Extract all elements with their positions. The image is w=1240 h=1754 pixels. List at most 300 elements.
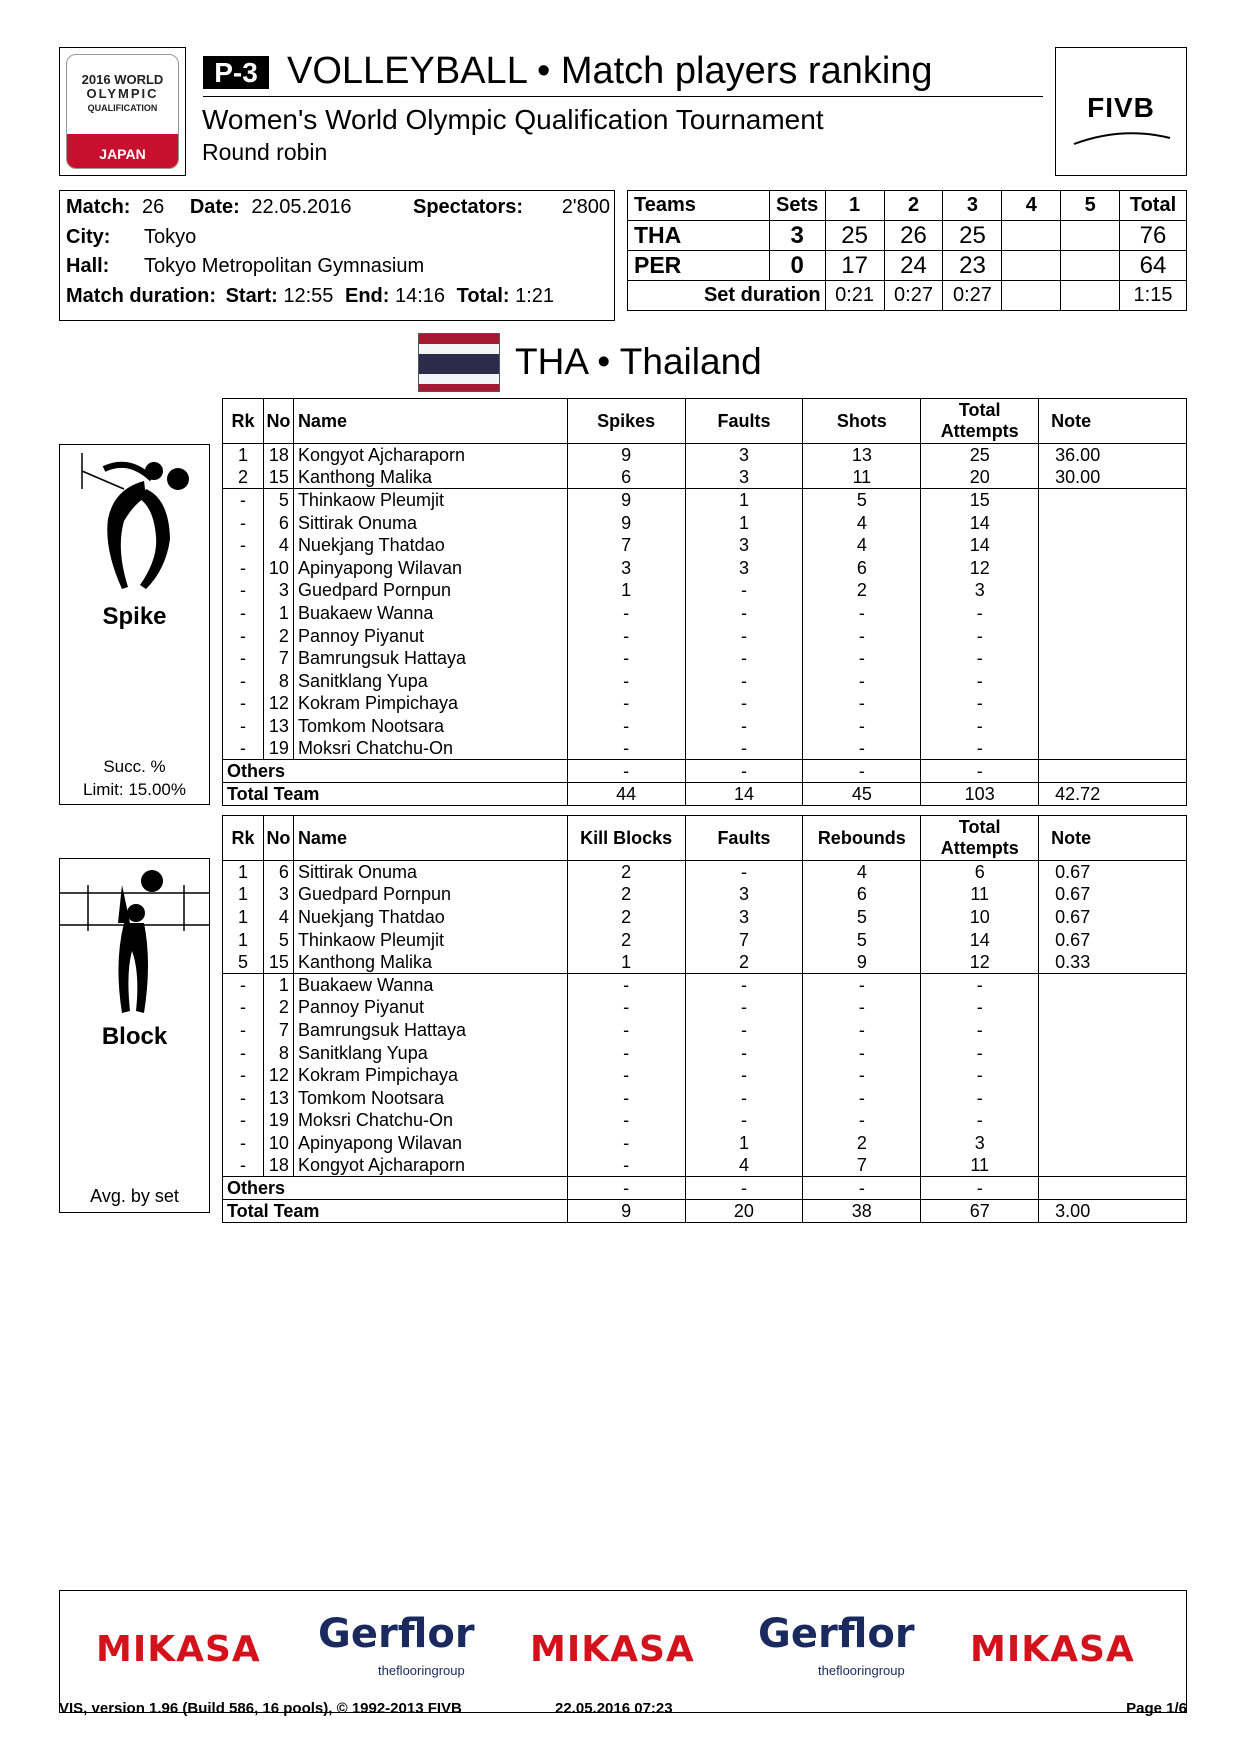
duration-label: Match duration: bbox=[66, 285, 216, 307]
block-cell-name: Moksri Chatchu-On bbox=[293, 1109, 567, 1132]
spike-cell-number: 12 bbox=[263, 692, 293, 715]
footer-printed: 22.05.2016 07:23 bbox=[555, 1700, 673, 1717]
spike-player-row bbox=[223, 669, 1187, 692]
spike-cell-stat-3: - bbox=[803, 692, 921, 715]
footer-version: VIS, version 1.96 (Build 586, 16 pools), © 1992-2013 FIVB bbox=[59, 1700, 462, 1717]
fivb-swoosh-icon bbox=[1072, 128, 1172, 148]
flag-stripe bbox=[419, 334, 499, 344]
block-cell-name: Sanitklang Yupa bbox=[293, 1041, 567, 1064]
spike-cell-total-attempts: 15 bbox=[921, 489, 1039, 512]
match-date: 22.05.2016 bbox=[251, 196, 352, 218]
block-cell-number: 15 bbox=[263, 951, 293, 974]
spike-header-name: Name bbox=[293, 399, 567, 444]
block-player-row bbox=[223, 928, 1187, 951]
block-player-row bbox=[223, 996, 1187, 1019]
spike-pictogram-icon bbox=[74, 449, 194, 599]
spike-cell-number: 7 bbox=[263, 647, 293, 670]
spike-cell-stat-2: 1 bbox=[685, 489, 803, 512]
block-cell-stat-2: - bbox=[685, 973, 803, 996]
block-cell-number: 2 bbox=[263, 996, 293, 1019]
spike-cell-total-attempts: - bbox=[921, 647, 1039, 670]
block-total-value: 3.00 bbox=[1039, 1199, 1187, 1222]
block-cell-note bbox=[1039, 1041, 1187, 1064]
block-cell-total-attempts: 6 bbox=[921, 861, 1039, 884]
block-cell-total-attempts: - bbox=[921, 1019, 1039, 1042]
spike-cell-number: 18 bbox=[263, 444, 293, 467]
block-cell-stat-2: 3 bbox=[685, 883, 803, 906]
block-cell-note bbox=[1039, 1019, 1187, 1042]
spike-header-spikes: Spikes bbox=[567, 399, 685, 444]
spike-cell-stat-3: 6 bbox=[803, 556, 921, 579]
block-others-value: - bbox=[567, 1177, 685, 1200]
block-cell-stat-2: 3 bbox=[685, 906, 803, 929]
block-others-value bbox=[1039, 1177, 1187, 1200]
block-cell-stat-1: 1 bbox=[567, 951, 685, 974]
spike-cell-note bbox=[1039, 489, 1187, 512]
spike-cell-note bbox=[1039, 556, 1187, 579]
spike-cell-stat-3: 4 bbox=[803, 511, 921, 534]
spike-cell-stat-1: - bbox=[567, 692, 685, 715]
spike-total-value: 42.72 bbox=[1039, 782, 1187, 805]
spike-cell-note bbox=[1039, 511, 1187, 534]
block-pictogram-icon bbox=[60, 863, 210, 1023]
spike-cell-rank: - bbox=[223, 647, 264, 670]
spike-player-row bbox=[223, 511, 1187, 534]
start-label: Start: bbox=[225, 285, 278, 307]
spike-cell-stat-2: - bbox=[685, 692, 803, 715]
spike-cell-stat-3: 11 bbox=[803, 466, 921, 489]
block-player-row bbox=[223, 883, 1187, 906]
block-cell-stat-3: - bbox=[803, 1086, 921, 1109]
block-total-value: 38 bbox=[803, 1199, 921, 1222]
score-header-set-1: 1 bbox=[825, 191, 884, 221]
match-number: 26 bbox=[142, 196, 165, 218]
spike-cell-name: Kanthong Malika bbox=[293, 466, 567, 489]
block-cell-stat-1: - bbox=[567, 973, 685, 996]
spike-cell-name: Thinkaow Pleumjit bbox=[293, 489, 567, 512]
spike-cell-rank: 1 bbox=[223, 444, 264, 467]
block-cell-name: Apinyapong Wilavan bbox=[293, 1132, 567, 1155]
block-header-rank: Rk bbox=[223, 816, 264, 861]
block-cell-note bbox=[1039, 973, 1187, 996]
block-cell-total-attempts: 11 bbox=[921, 1154, 1039, 1177]
spike-cell-note bbox=[1039, 624, 1187, 647]
spike-cell-rank: - bbox=[223, 715, 264, 738]
sponsor-mikasa-2: MIKASA bbox=[530, 1629, 695, 1670]
block-cell-stat-3: - bbox=[803, 1019, 921, 1042]
home-set-2: 26 bbox=[884, 221, 943, 251]
spike-cell-stat-2: - bbox=[685, 715, 803, 738]
block-cell-stat-2: - bbox=[685, 1019, 803, 1042]
spike-cell-total-attempts: - bbox=[921, 692, 1039, 715]
block-player-row bbox=[223, 906, 1187, 929]
city-label: City: bbox=[66, 226, 111, 248]
spike-total-value: 45 bbox=[803, 782, 921, 805]
spike-player-row bbox=[223, 737, 1187, 760]
spike-header-shots: Shots bbox=[803, 399, 921, 444]
block-cell-rank: - bbox=[223, 1041, 264, 1064]
spike-cell-number: 6 bbox=[263, 511, 293, 534]
spike-limit: Limit: 15.00% bbox=[83, 780, 186, 799]
spike-player-row bbox=[223, 715, 1187, 738]
spike-others-label: Others bbox=[223, 760, 568, 783]
spike-total-row bbox=[223, 782, 1187, 805]
block-cell-stat-3: 5 bbox=[803, 928, 921, 951]
home-team-code: THA bbox=[628, 221, 770, 251]
block-cell-note: 0.67 bbox=[1039, 883, 1187, 906]
spike-others-value: - bbox=[685, 760, 803, 783]
match-label: Match: bbox=[66, 196, 131, 218]
spike-cell-rank: 2 bbox=[223, 466, 264, 489]
tournament-name: Women's World Olympic Qualification Tournament bbox=[202, 104, 824, 135]
spike-cell-total-attempts: 25 bbox=[921, 444, 1039, 467]
spike-cell-stat-3: 2 bbox=[803, 579, 921, 602]
spike-player-row bbox=[223, 466, 1187, 489]
block-cell-name: Kanthong Malika bbox=[293, 951, 567, 974]
block-total-label: Total Team bbox=[223, 1199, 568, 1222]
spike-succ-label: Succ. % bbox=[103, 757, 166, 776]
spike-cell-number: 13 bbox=[263, 715, 293, 738]
block-cell-note bbox=[1039, 1154, 1187, 1177]
spike-cell-stat-3: - bbox=[803, 737, 921, 760]
spike-cell-stat-3: - bbox=[803, 669, 921, 692]
logo-line-2: OLYMPIC bbox=[86, 86, 159, 101]
block-cell-total-attempts: - bbox=[921, 1064, 1039, 1087]
hall-label: Hall: bbox=[66, 255, 110, 277]
score-row-home bbox=[628, 221, 1187, 251]
block-cell-number: 8 bbox=[263, 1041, 293, 1064]
spike-cell-rank: - bbox=[223, 602, 264, 625]
spike-side-panel bbox=[59, 444, 210, 805]
spike-cell-stat-1: 6 bbox=[567, 466, 685, 489]
spike-cell-stat-3: 4 bbox=[803, 534, 921, 557]
block-header-rebounds: Rebounds bbox=[803, 816, 921, 861]
spike-header-number: No bbox=[263, 399, 293, 444]
block-cell-number: 13 bbox=[263, 1086, 293, 1109]
spike-cell-stat-3: 5 bbox=[803, 489, 921, 512]
block-player-row bbox=[223, 1064, 1187, 1087]
spike-player-row bbox=[223, 579, 1187, 602]
sponsor-gerflor-2: Gerflor bbox=[758, 1611, 915, 1657]
spike-cell-note bbox=[1039, 534, 1187, 557]
block-cell-rank: - bbox=[223, 1109, 264, 1132]
block-cell-stat-3: 5 bbox=[803, 906, 921, 929]
end-time: 14:16 bbox=[394, 285, 446, 307]
spike-cell-stat-2: 1 bbox=[685, 511, 803, 534]
away-set-1: 17 bbox=[825, 251, 884, 281]
event-logo bbox=[59, 47, 186, 176]
block-cell-rank: - bbox=[223, 1064, 264, 1087]
spike-cell-rank: - bbox=[223, 556, 264, 579]
block-total-row bbox=[223, 1199, 1187, 1222]
spike-cell-name: Tomkom Nootsara bbox=[293, 715, 567, 738]
score-table bbox=[627, 190, 1187, 311]
spike-cell-stat-1: 9 bbox=[567, 511, 685, 534]
block-cell-note: 0.67 bbox=[1039, 906, 1187, 929]
spike-cell-name: Guedpard Pornpun bbox=[293, 579, 567, 602]
spike-cell-number: 10 bbox=[263, 556, 293, 579]
score-header-set-2: 2 bbox=[884, 191, 943, 221]
spike-total-value: 103 bbox=[921, 782, 1039, 805]
block-cell-stat-1: - bbox=[567, 1154, 685, 1177]
spike-player-row bbox=[223, 556, 1187, 579]
block-cell-stat-2: - bbox=[685, 1086, 803, 1109]
spike-cell-name: Kokram Pimpichaya bbox=[293, 692, 567, 715]
block-cell-total-attempts: - bbox=[921, 996, 1039, 1019]
spike-total-label: Total Team bbox=[223, 782, 568, 805]
spike-cell-name: Sanitklang Yupa bbox=[293, 669, 567, 692]
block-cell-rank: - bbox=[223, 1154, 264, 1177]
spike-cell-total-attempts: 3 bbox=[921, 579, 1039, 602]
spike-cell-total-attempts: - bbox=[921, 669, 1039, 692]
block-cell-rank: - bbox=[223, 1132, 264, 1155]
spike-cell-stat-2: - bbox=[685, 737, 803, 760]
total-time: 1:21 bbox=[515, 285, 555, 307]
block-cell-stat-1: 2 bbox=[567, 861, 685, 884]
block-cell-stat-2: - bbox=[685, 996, 803, 1019]
block-cell-number: 12 bbox=[263, 1064, 293, 1087]
block-cell-stat-3: 2 bbox=[803, 1132, 921, 1155]
block-cell-number: 5 bbox=[263, 928, 293, 951]
spike-cell-stat-1: 9 bbox=[567, 444, 685, 467]
flag-stripe bbox=[419, 344, 499, 354]
thailand-flag-icon bbox=[418, 333, 500, 392]
sponsor-gerflor-1-tagline: theflooringroup bbox=[378, 1663, 465, 1678]
block-header-kill-blocks: Kill Blocks bbox=[567, 816, 685, 861]
block-cell-name: Pannoy Piyanut bbox=[293, 996, 567, 1019]
hall-value: Tokyo Metropolitan Gymnasium bbox=[144, 255, 425, 277]
block-player-row bbox=[223, 1109, 1187, 1132]
date-label: Date: bbox=[189, 196, 240, 218]
set-duration-2: 0:27 bbox=[884, 281, 943, 311]
score-header-set-4: 4 bbox=[1002, 191, 1061, 221]
set-duration-total: 1:15 bbox=[1120, 281, 1187, 311]
block-player-row bbox=[223, 973, 1187, 996]
block-cell-stat-1: 2 bbox=[567, 928, 685, 951]
block-cell-name: Nuekjang Thatdao bbox=[293, 906, 567, 929]
block-cell-stat-2: 4 bbox=[685, 1154, 803, 1177]
block-cell-note bbox=[1039, 1109, 1187, 1132]
block-cell-note bbox=[1039, 1086, 1187, 1109]
flag-stripe bbox=[419, 384, 499, 392]
spike-cell-total-attempts: 14 bbox=[921, 534, 1039, 557]
home-sets: 3 bbox=[769, 221, 825, 251]
block-cell-stat-2: 7 bbox=[685, 928, 803, 951]
away-sets: 0 bbox=[769, 251, 825, 281]
block-header-number: No bbox=[263, 816, 293, 861]
spike-header-note: Note bbox=[1039, 399, 1187, 444]
block-cell-stat-3: 9 bbox=[803, 951, 921, 974]
block-cell-name: Sittirak Onuma bbox=[293, 861, 567, 884]
match-info bbox=[59, 190, 615, 321]
block-cell-stat-3: - bbox=[803, 996, 921, 1019]
spike-cell-stat-1: - bbox=[567, 737, 685, 760]
block-cell-stat-1: - bbox=[567, 996, 685, 1019]
block-cell-total-attempts: 3 bbox=[921, 1132, 1039, 1155]
block-player-row bbox=[223, 951, 1187, 974]
flag-stripe bbox=[419, 354, 499, 373]
block-cell-stat-2: 1 bbox=[685, 1132, 803, 1155]
spike-cell-number: 1 bbox=[263, 602, 293, 625]
block-cell-stat-3: 6 bbox=[803, 883, 921, 906]
spike-cell-stat-1: 1 bbox=[567, 579, 685, 602]
score-header-teams: Teams bbox=[628, 191, 770, 221]
block-cell-number: 10 bbox=[263, 1132, 293, 1155]
block-cell-name: Thinkaow Pleumjit bbox=[293, 928, 567, 951]
spike-cell-total-attempts: 14 bbox=[921, 511, 1039, 534]
block-cell-stat-3: - bbox=[803, 973, 921, 996]
block-cell-note bbox=[1039, 996, 1187, 1019]
spike-cell-stat-2: - bbox=[685, 669, 803, 692]
team-title: THA • Thailand bbox=[515, 341, 762, 382]
block-cell-stat-1: - bbox=[567, 1109, 685, 1132]
report-code: P-3 bbox=[203, 56, 269, 89]
tournament-phase: Round robin bbox=[202, 139, 328, 165]
spike-cell-note bbox=[1039, 579, 1187, 602]
spike-cell-note bbox=[1039, 602, 1187, 625]
block-cell-number: 3 bbox=[263, 883, 293, 906]
block-cell-stat-2: - bbox=[685, 1109, 803, 1132]
block-cell-stat-3: - bbox=[803, 1041, 921, 1064]
spectators-label: Spectators: bbox=[413, 196, 524, 218]
block-cell-name: Buakaew Wanna bbox=[293, 973, 567, 996]
block-cell-note bbox=[1039, 1064, 1187, 1087]
block-others-value: - bbox=[803, 1177, 921, 1200]
block-cell-note bbox=[1039, 1132, 1187, 1155]
spike-cell-stat-2: 3 bbox=[685, 556, 803, 579]
block-cell-name: Bamrungsuk Hattaya bbox=[293, 1019, 567, 1042]
block-label: Block bbox=[101, 1023, 168, 1050]
spike-cell-note bbox=[1039, 737, 1187, 760]
spike-cell-name: Kongyot Ajcharaporn bbox=[293, 444, 567, 467]
away-set-5 bbox=[1061, 251, 1120, 281]
spike-cell-rank: - bbox=[223, 489, 264, 512]
spike-player-row bbox=[223, 444, 1187, 467]
away-set-4 bbox=[1002, 251, 1061, 281]
spike-cell-number: 19 bbox=[263, 737, 293, 760]
block-cell-rank: 1 bbox=[223, 906, 264, 929]
away-team-code: PER bbox=[628, 251, 770, 281]
spike-cell-number: 4 bbox=[263, 534, 293, 557]
home-set-4 bbox=[1002, 221, 1061, 251]
sponsor-gerflor-2-tagline: theflooringroup bbox=[818, 1663, 905, 1678]
spike-cell-rank: - bbox=[223, 737, 264, 760]
block-cell-stat-1: - bbox=[567, 1086, 685, 1109]
fivb-logo bbox=[1055, 47, 1187, 176]
block-cell-total-attempts: - bbox=[921, 973, 1039, 996]
city-value: Tokyo bbox=[144, 226, 197, 248]
block-cell-number: 4 bbox=[263, 906, 293, 929]
home-set-5 bbox=[1061, 221, 1120, 251]
away-set-2: 24 bbox=[884, 251, 943, 281]
spike-cell-stat-3: - bbox=[803, 624, 921, 647]
block-cell-stat-2: 2 bbox=[685, 951, 803, 974]
spike-cell-note: 36.00 bbox=[1039, 444, 1187, 467]
spike-cell-note: 30.00 bbox=[1039, 466, 1187, 489]
spike-cell-name: Nuekjang Thatdao bbox=[293, 534, 567, 557]
spike-player-row bbox=[223, 647, 1187, 670]
spike-cell-name: Moksri Chatchu-On bbox=[293, 737, 567, 760]
block-player-row bbox=[223, 861, 1187, 884]
spike-label: Spike bbox=[102, 603, 167, 630]
set-duration-label: Set duration bbox=[628, 281, 826, 311]
spike-cell-total-attempts: 20 bbox=[921, 466, 1039, 489]
spike-cell-stat-2: 3 bbox=[685, 466, 803, 489]
spike-table bbox=[222, 398, 1187, 806]
block-cell-stat-1: - bbox=[567, 1132, 685, 1155]
spike-cell-stat-2: - bbox=[685, 624, 803, 647]
block-player-row bbox=[223, 1086, 1187, 1109]
spike-cell-stat-1: - bbox=[567, 715, 685, 738]
set-duration-3: 0:27 bbox=[943, 281, 1002, 311]
block-cell-note: 0.67 bbox=[1039, 861, 1187, 884]
block-cell-total-attempts: - bbox=[921, 1041, 1039, 1064]
block-side-panel bbox=[59, 858, 210, 1213]
block-player-row bbox=[223, 1041, 1187, 1064]
spike-others-value bbox=[1039, 760, 1187, 783]
block-player-row bbox=[223, 1154, 1187, 1177]
spike-cell-number: 15 bbox=[263, 466, 293, 489]
set-duration-5 bbox=[1061, 281, 1120, 311]
spike-header-rank: Rk bbox=[223, 399, 264, 444]
block-others-label: Others bbox=[223, 1177, 568, 1200]
spectators-value: 2'800 bbox=[561, 196, 610, 218]
sponsor-banner bbox=[59, 1590, 1187, 1713]
spike-cell-note bbox=[1039, 692, 1187, 715]
block-player-row bbox=[223, 1132, 1187, 1155]
spike-cell-stat-1: 7 bbox=[567, 534, 685, 557]
block-cell-stat-1: - bbox=[567, 1041, 685, 1064]
end-label: End: bbox=[344, 285, 390, 307]
block-others-row bbox=[223, 1177, 1187, 1200]
home-set-3: 25 bbox=[943, 221, 1002, 251]
block-cell-rank: - bbox=[223, 1086, 264, 1109]
spike-cell-stat-1: - bbox=[567, 602, 685, 625]
block-cell-total-attempts: 11 bbox=[921, 883, 1039, 906]
block-total-value: 20 bbox=[685, 1199, 803, 1222]
spike-player-row bbox=[223, 692, 1187, 715]
block-cell-total-attempts: - bbox=[921, 1109, 1039, 1132]
block-cell-total-attempts: 14 bbox=[921, 928, 1039, 951]
block-total-value: 9 bbox=[567, 1199, 685, 1222]
block-cell-rank: 1 bbox=[223, 861, 264, 884]
block-cell-note: 0.33 bbox=[1039, 951, 1187, 974]
spike-cell-note bbox=[1039, 647, 1187, 670]
block-header-faults: Faults bbox=[685, 816, 803, 861]
block-header-row bbox=[223, 816, 1187, 861]
spike-cell-stat-3: - bbox=[803, 715, 921, 738]
block-table bbox=[222, 815, 1187, 1223]
logo-line-1: 2016 WORLD bbox=[81, 72, 164, 87]
spike-cell-stat-3: 13 bbox=[803, 444, 921, 467]
block-cell-rank: 5 bbox=[223, 951, 264, 974]
block-cell-rank: - bbox=[223, 973, 264, 996]
spike-cell-total-attempts: - bbox=[921, 624, 1039, 647]
score-header-sets: Sets bbox=[769, 191, 825, 221]
spike-player-row bbox=[223, 534, 1187, 557]
block-cell-number: 19 bbox=[263, 1109, 293, 1132]
spike-cell-note bbox=[1039, 669, 1187, 692]
spike-cell-stat-2: - bbox=[685, 602, 803, 625]
block-cell-total-attempts: - bbox=[921, 1086, 1039, 1109]
spike-cell-stat-2: 3 bbox=[685, 444, 803, 467]
block-cell-total-attempts: 10 bbox=[921, 906, 1039, 929]
spike-cell-rank: - bbox=[223, 511, 264, 534]
spike-others-value: - bbox=[567, 760, 685, 783]
spike-cell-name: Apinyapong Wilavan bbox=[293, 556, 567, 579]
away-total: 64 bbox=[1120, 251, 1187, 281]
spike-cell-total-attempts: 12 bbox=[921, 556, 1039, 579]
